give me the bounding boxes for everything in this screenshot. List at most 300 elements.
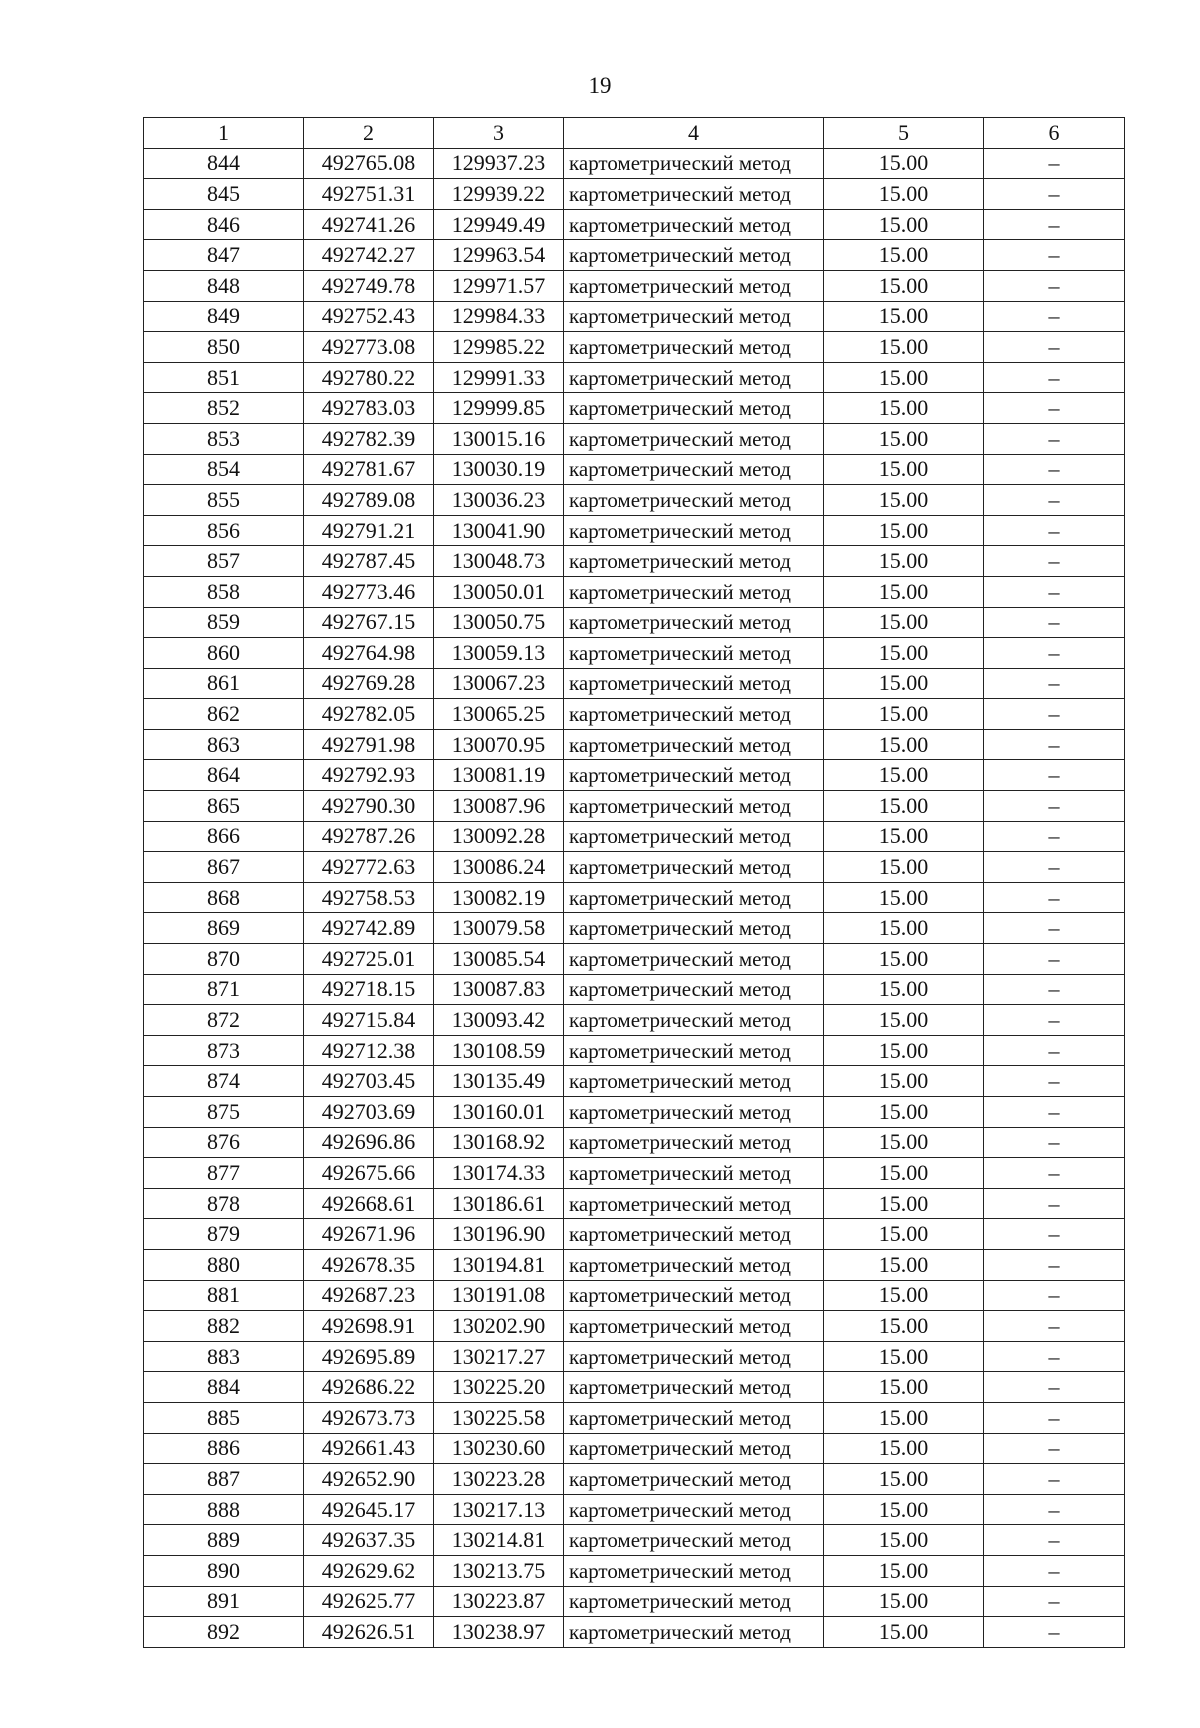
- method-cell: картометрический метод: [564, 729, 824, 760]
- y-coordinate-cell: 130174.33: [434, 1158, 564, 1189]
- table-row: [144, 1617, 1125, 1648]
- method-cell: картометрический метод: [564, 485, 824, 516]
- method-cell: картометрический метод: [564, 1066, 824, 1097]
- table-row: [144, 301, 1125, 332]
- note-cell: –: [984, 1219, 1125, 1250]
- y-coordinate-cell: 130217.27: [434, 1341, 564, 1372]
- point-number-cell: 858: [144, 576, 304, 607]
- table-row: [144, 270, 1125, 301]
- y-coordinate-cell: 129963.54: [434, 240, 564, 271]
- table-row: [144, 852, 1125, 883]
- method-cell: картометрический метод: [564, 1219, 824, 1250]
- y-coordinate-cell: 130015.16: [434, 423, 564, 454]
- accuracy-cell: 15.00: [824, 1586, 984, 1617]
- table-row: [144, 148, 1125, 179]
- point-number-cell: 846: [144, 209, 304, 240]
- note-cell: –: [984, 791, 1125, 822]
- note-cell: –: [984, 1066, 1125, 1097]
- method-cell: картометрический метод: [564, 240, 824, 271]
- accuracy-cell: 15.00: [824, 546, 984, 577]
- note-cell: –: [984, 546, 1125, 577]
- x-coordinate-cell: 492773.08: [304, 332, 434, 363]
- point-number-cell: 863: [144, 729, 304, 760]
- x-coordinate-cell: 492629.62: [304, 1555, 434, 1586]
- accuracy-cell: 15.00: [824, 393, 984, 424]
- point-number-cell: 868: [144, 882, 304, 913]
- table-row: [144, 944, 1125, 975]
- x-coordinate-cell: 492781.67: [304, 454, 434, 485]
- y-coordinate-cell: 130213.75: [434, 1555, 564, 1586]
- accuracy-cell: 15.00: [824, 668, 984, 699]
- table-row: [144, 638, 1125, 669]
- note-cell: –: [984, 760, 1125, 791]
- x-coordinate-cell: 492696.86: [304, 1127, 434, 1158]
- y-coordinate-cell: 130238.97: [434, 1617, 564, 1648]
- point-number-cell: 850: [144, 332, 304, 363]
- column-header-1: 1: [144, 118, 304, 149]
- note-cell: –: [984, 301, 1125, 332]
- x-coordinate-cell: 492678.35: [304, 1249, 434, 1280]
- method-cell: картометрический метод: [564, 1464, 824, 1495]
- x-coordinate-cell: 492637.35: [304, 1525, 434, 1556]
- x-coordinate-cell: 492792.93: [304, 760, 434, 791]
- y-coordinate-cell: 130160.01: [434, 1097, 564, 1128]
- method-cell: картометрический метод: [564, 1555, 824, 1586]
- table-row: [144, 1127, 1125, 1158]
- method-cell: картометрический метод: [564, 209, 824, 240]
- method-cell: картометрический метод: [564, 1586, 824, 1617]
- point-number-cell: 849: [144, 301, 304, 332]
- point-number-cell: 870: [144, 944, 304, 975]
- point-number-cell: 869: [144, 913, 304, 944]
- y-coordinate-cell: 129991.33: [434, 362, 564, 393]
- y-coordinate-cell: 130223.87: [434, 1586, 564, 1617]
- method-cell: картометрический метод: [564, 913, 824, 944]
- table-row: [144, 607, 1125, 638]
- point-number-cell: 860: [144, 638, 304, 669]
- method-cell: картометрический метод: [564, 1005, 824, 1036]
- y-coordinate-cell: 130048.73: [434, 546, 564, 577]
- accuracy-cell: 15.00: [824, 607, 984, 638]
- x-coordinate-cell: 492703.45: [304, 1066, 434, 1097]
- note-cell: –: [984, 270, 1125, 301]
- accuracy-cell: 15.00: [824, 913, 984, 944]
- point-number-cell: 875: [144, 1097, 304, 1128]
- x-coordinate-cell: 492626.51: [304, 1617, 434, 1648]
- note-cell: –: [984, 1586, 1125, 1617]
- accuracy-cell: 15.00: [824, 362, 984, 393]
- point-number-cell: 861: [144, 668, 304, 699]
- note-cell: –: [984, 1464, 1125, 1495]
- note-cell: –: [984, 454, 1125, 485]
- method-cell: картометрический метод: [564, 179, 824, 210]
- accuracy-cell: 15.00: [824, 1525, 984, 1556]
- y-coordinate-cell: 129984.33: [434, 301, 564, 332]
- note-cell: –: [984, 576, 1125, 607]
- note-cell: –: [984, 362, 1125, 393]
- accuracy-cell: 15.00: [824, 209, 984, 240]
- x-coordinate-cell: 492687.23: [304, 1280, 434, 1311]
- note-cell: –: [984, 1097, 1125, 1128]
- y-coordinate-cell: 130186.61: [434, 1188, 564, 1219]
- note-cell: –: [984, 821, 1125, 852]
- method-cell: картометрический метод: [564, 607, 824, 638]
- accuracy-cell: 15.00: [824, 1035, 984, 1066]
- note-cell: –: [984, 1035, 1125, 1066]
- accuracy-cell: 15.00: [824, 852, 984, 883]
- x-coordinate-cell: 492675.66: [304, 1158, 434, 1189]
- x-coordinate-cell: 492765.08: [304, 148, 434, 179]
- note-cell: –: [984, 974, 1125, 1005]
- y-coordinate-cell: 130087.83: [434, 974, 564, 1005]
- x-coordinate-cell: 492751.31: [304, 179, 434, 210]
- method-cell: картометрический метод: [564, 1433, 824, 1464]
- table-row: [144, 332, 1125, 363]
- accuracy-cell: 15.00: [824, 821, 984, 852]
- column-header-2: 2: [304, 118, 434, 149]
- y-coordinate-cell: 130085.54: [434, 944, 564, 975]
- accuracy-cell: 15.00: [824, 332, 984, 363]
- point-number-cell: 853: [144, 423, 304, 454]
- accuracy-cell: 15.00: [824, 1066, 984, 1097]
- x-coordinate-cell: 492787.26: [304, 821, 434, 852]
- note-cell: –: [984, 332, 1125, 363]
- method-cell: картометрический метод: [564, 515, 824, 546]
- note-cell: –: [984, 1555, 1125, 1586]
- x-coordinate-cell: 492686.22: [304, 1372, 434, 1403]
- y-coordinate-cell: 130214.81: [434, 1525, 564, 1556]
- point-number-cell: 855: [144, 485, 304, 516]
- y-coordinate-cell: 130217.13: [434, 1494, 564, 1525]
- y-coordinate-cell: 129939.22: [434, 179, 564, 210]
- note-cell: –: [984, 423, 1125, 454]
- y-coordinate-cell: 130230.60: [434, 1433, 564, 1464]
- accuracy-cell: 15.00: [824, 729, 984, 760]
- note-cell: –: [984, 1188, 1125, 1219]
- method-cell: картометрический метод: [564, 270, 824, 301]
- point-number-cell: 862: [144, 699, 304, 730]
- y-coordinate-cell: 130079.58: [434, 913, 564, 944]
- accuracy-cell: 15.00: [824, 423, 984, 454]
- accuracy-cell: 15.00: [824, 974, 984, 1005]
- method-cell: картометрический метод: [564, 332, 824, 363]
- table-row: [144, 423, 1125, 454]
- table-row: [144, 1464, 1125, 1495]
- column-header-5: 5: [824, 118, 984, 149]
- point-number-cell: 859: [144, 607, 304, 638]
- x-coordinate-cell: 492742.89: [304, 913, 434, 944]
- x-coordinate-cell: 492752.43: [304, 301, 434, 332]
- x-coordinate-cell: 492712.38: [304, 1035, 434, 1066]
- note-cell: –: [984, 485, 1125, 516]
- table-row: [144, 1249, 1125, 1280]
- table-row: [144, 760, 1125, 791]
- accuracy-cell: 15.00: [824, 1188, 984, 1219]
- accuracy-cell: 15.00: [824, 515, 984, 546]
- method-cell: картометрический метод: [564, 1127, 824, 1158]
- y-coordinate-cell: 129937.23: [434, 148, 564, 179]
- table-body: [144, 148, 1125, 1647]
- x-coordinate-cell: 492625.77: [304, 1586, 434, 1617]
- table-row: [144, 821, 1125, 852]
- note-cell: –: [984, 179, 1125, 210]
- method-cell: картометрический метод: [564, 362, 824, 393]
- column-header-3: 3: [434, 118, 564, 149]
- accuracy-cell: 15.00: [824, 699, 984, 730]
- point-number-cell: 852: [144, 393, 304, 424]
- table-row: [144, 1555, 1125, 1586]
- table-row: [144, 454, 1125, 485]
- y-coordinate-cell: 130202.90: [434, 1311, 564, 1342]
- method-cell: картометрический метод: [564, 301, 824, 332]
- x-coordinate-cell: 492789.08: [304, 485, 434, 516]
- table-row: [144, 1525, 1125, 1556]
- table-row: [144, 913, 1125, 944]
- point-number-cell: 887: [144, 1464, 304, 1495]
- note-cell: –: [984, 607, 1125, 638]
- x-coordinate-cell: 492782.05: [304, 699, 434, 730]
- table-row: [144, 1066, 1125, 1097]
- point-number-cell: 878: [144, 1188, 304, 1219]
- y-coordinate-cell: 130087.96: [434, 791, 564, 822]
- table-row: [144, 546, 1125, 577]
- y-coordinate-cell: 130225.20: [434, 1372, 564, 1403]
- table-row: [144, 1188, 1125, 1219]
- accuracy-cell: 15.00: [824, 1372, 984, 1403]
- table-row: [144, 179, 1125, 210]
- accuracy-cell: 15.00: [824, 485, 984, 516]
- note-cell: –: [984, 1433, 1125, 1464]
- y-coordinate-cell: 130135.49: [434, 1066, 564, 1097]
- point-number-cell: 882: [144, 1311, 304, 1342]
- method-cell: картометрический метод: [564, 1280, 824, 1311]
- accuracy-cell: 15.00: [824, 882, 984, 913]
- table-row: [144, 882, 1125, 913]
- method-cell: картометрический метод: [564, 576, 824, 607]
- x-coordinate-cell: 492772.63: [304, 852, 434, 883]
- x-coordinate-cell: 492791.21: [304, 515, 434, 546]
- method-cell: картометрический метод: [564, 944, 824, 975]
- accuracy-cell: 15.00: [824, 638, 984, 669]
- y-coordinate-cell: 130196.90: [434, 1219, 564, 1250]
- accuracy-cell: 15.00: [824, 1464, 984, 1495]
- point-number-cell: 881: [144, 1280, 304, 1311]
- x-coordinate-cell: 492703.69: [304, 1097, 434, 1128]
- y-coordinate-cell: 129985.22: [434, 332, 564, 363]
- y-coordinate-cell: 130092.28: [434, 821, 564, 852]
- accuracy-cell: 15.00: [824, 1158, 984, 1189]
- accuracy-cell: 15.00: [824, 179, 984, 210]
- table-header-row: [144, 118, 1125, 149]
- method-cell: картометрический метод: [564, 699, 824, 730]
- y-coordinate-cell: 130050.75: [434, 607, 564, 638]
- x-coordinate-cell: 492769.28: [304, 668, 434, 699]
- method-cell: картометрический метод: [564, 454, 824, 485]
- method-cell: картометрический метод: [564, 1402, 824, 1433]
- accuracy-cell: 15.00: [824, 1249, 984, 1280]
- note-cell: –: [984, 1280, 1125, 1311]
- point-number-cell: 892: [144, 1617, 304, 1648]
- column-header-4: 4: [564, 118, 824, 149]
- point-number-cell: 876: [144, 1127, 304, 1158]
- point-number-cell: 883: [144, 1341, 304, 1372]
- note-cell: –: [984, 1402, 1125, 1433]
- column-header-6: 6: [984, 118, 1125, 149]
- accuracy-cell: 15.00: [824, 1097, 984, 1128]
- point-number-cell: 874: [144, 1066, 304, 1097]
- x-coordinate-cell: 492725.01: [304, 944, 434, 975]
- y-coordinate-cell: 130050.01: [434, 576, 564, 607]
- point-number-cell: 847: [144, 240, 304, 271]
- x-coordinate-cell: 492764.98: [304, 638, 434, 669]
- point-number-cell: 880: [144, 1249, 304, 1280]
- method-cell: картометрический метод: [564, 423, 824, 454]
- table-row: [144, 515, 1125, 546]
- accuracy-cell: 15.00: [824, 1311, 984, 1342]
- accuracy-cell: 15.00: [824, 1617, 984, 1648]
- note-cell: –: [984, 1127, 1125, 1158]
- table-row: [144, 209, 1125, 240]
- point-number-cell: 889: [144, 1525, 304, 1556]
- accuracy-cell: 15.00: [824, 301, 984, 332]
- table-row: [144, 729, 1125, 760]
- accuracy-cell: 15.00: [824, 1341, 984, 1372]
- y-coordinate-cell: 130108.59: [434, 1035, 564, 1066]
- accuracy-cell: 15.00: [824, 944, 984, 975]
- accuracy-cell: 15.00: [824, 454, 984, 485]
- accuracy-cell: 15.00: [824, 270, 984, 301]
- x-coordinate-cell: 492767.15: [304, 607, 434, 638]
- table-row: [144, 668, 1125, 699]
- table-row: [144, 1311, 1125, 1342]
- x-coordinate-cell: 492673.73: [304, 1402, 434, 1433]
- method-cell: картометрический метод: [564, 852, 824, 883]
- method-cell: картометрический метод: [564, 546, 824, 577]
- x-coordinate-cell: 492782.39: [304, 423, 434, 454]
- note-cell: –: [984, 668, 1125, 699]
- method-cell: картометрический метод: [564, 1158, 824, 1189]
- y-coordinate-cell: 129971.57: [434, 270, 564, 301]
- note-cell: –: [984, 1525, 1125, 1556]
- method-cell: картометрический метод: [564, 1097, 824, 1128]
- point-number-cell: 851: [144, 362, 304, 393]
- point-number-cell: 872: [144, 1005, 304, 1036]
- y-coordinate-cell: 130036.23: [434, 485, 564, 516]
- y-coordinate-cell: 130194.81: [434, 1249, 564, 1280]
- table-row: [144, 1219, 1125, 1250]
- note-cell: –: [984, 638, 1125, 669]
- note-cell: –: [984, 882, 1125, 913]
- y-coordinate-cell: 130082.19: [434, 882, 564, 913]
- x-coordinate-cell: 492695.89: [304, 1341, 434, 1372]
- table-row: [144, 1097, 1125, 1128]
- table-row: [144, 1494, 1125, 1525]
- y-coordinate-cell: 130070.95: [434, 729, 564, 760]
- page-number: 19: [588, 73, 612, 98]
- point-number-cell: 845: [144, 179, 304, 210]
- table-row: [144, 485, 1125, 516]
- table-row: [144, 699, 1125, 730]
- accuracy-cell: 15.00: [824, 1127, 984, 1158]
- accuracy-cell: 15.00: [824, 240, 984, 271]
- y-coordinate-cell: 130059.13: [434, 638, 564, 669]
- point-number-cell: 885: [144, 1402, 304, 1433]
- accuracy-cell: 15.00: [824, 1280, 984, 1311]
- accuracy-cell: 15.00: [824, 760, 984, 791]
- x-coordinate-cell: 492698.91: [304, 1311, 434, 1342]
- note-cell: –: [984, 209, 1125, 240]
- point-number-cell: 867: [144, 852, 304, 883]
- note-cell: –: [984, 148, 1125, 179]
- accuracy-cell: 15.00: [824, 1555, 984, 1586]
- table-row: [144, 1586, 1125, 1617]
- coordinates-table: [143, 117, 1125, 1648]
- point-number-cell: 879: [144, 1219, 304, 1250]
- method-cell: картометрический метод: [564, 882, 824, 913]
- note-cell: –: [984, 1372, 1125, 1403]
- method-cell: картометрический метод: [564, 1035, 824, 1066]
- y-coordinate-cell: 130030.19: [434, 454, 564, 485]
- method-cell: картометрический метод: [564, 668, 824, 699]
- note-cell: –: [984, 1005, 1125, 1036]
- note-cell: –: [984, 393, 1125, 424]
- x-coordinate-cell: 492790.30: [304, 791, 434, 822]
- accuracy-cell: 15.00: [824, 1433, 984, 1464]
- note-cell: –: [984, 1311, 1125, 1342]
- point-number-cell: 856: [144, 515, 304, 546]
- accuracy-cell: 15.00: [824, 576, 984, 607]
- accuracy-cell: 15.00: [824, 1005, 984, 1036]
- point-number-cell: 854: [144, 454, 304, 485]
- note-cell: –: [984, 515, 1125, 546]
- note-cell: –: [984, 1617, 1125, 1648]
- y-coordinate-cell: 129949.49: [434, 209, 564, 240]
- x-coordinate-cell: 492741.26: [304, 209, 434, 240]
- x-coordinate-cell: 492773.46: [304, 576, 434, 607]
- table-row: [144, 1402, 1125, 1433]
- method-cell: картометрический метод: [564, 1494, 824, 1525]
- method-cell: картометрический метод: [564, 148, 824, 179]
- point-number-cell: 890: [144, 1555, 304, 1586]
- table-row: [144, 1158, 1125, 1189]
- point-number-cell: 884: [144, 1372, 304, 1403]
- method-cell: картометрический метод: [564, 1341, 824, 1372]
- x-coordinate-cell: 492645.17: [304, 1494, 434, 1525]
- table-row: [144, 791, 1125, 822]
- method-cell: картометрический метод: [564, 638, 824, 669]
- point-number-cell: 866: [144, 821, 304, 852]
- point-number-cell: 865: [144, 791, 304, 822]
- note-cell: –: [984, 1341, 1125, 1372]
- table-row: [144, 362, 1125, 393]
- table-row: [144, 1341, 1125, 1372]
- table-row: [144, 576, 1125, 607]
- note-cell: –: [984, 1158, 1125, 1189]
- x-coordinate-cell: 492715.84: [304, 1005, 434, 1036]
- y-coordinate-cell: 130067.23: [434, 668, 564, 699]
- x-coordinate-cell: 492742.27: [304, 240, 434, 271]
- table-row: [144, 393, 1125, 424]
- table-row: [144, 1280, 1125, 1311]
- note-cell: –: [984, 729, 1125, 760]
- y-coordinate-cell: 130081.19: [434, 760, 564, 791]
- table-row: [144, 1372, 1125, 1403]
- method-cell: картометрический метод: [564, 791, 824, 822]
- x-coordinate-cell: 492791.98: [304, 729, 434, 760]
- method-cell: картометрический метод: [564, 1249, 824, 1280]
- x-coordinate-cell: 492661.43: [304, 1433, 434, 1464]
- x-coordinate-cell: 492652.90: [304, 1464, 434, 1495]
